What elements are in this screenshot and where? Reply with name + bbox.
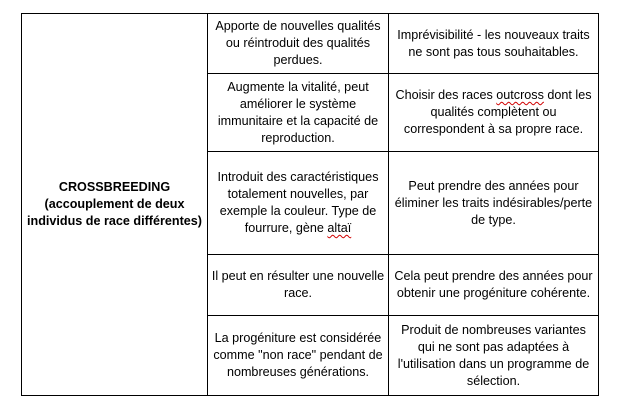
drawback-cell: Cela peut prendre des années pour obtenir une progéniture cohérente. bbox=[389, 255, 599, 316]
label-subtitle: (accouplement de deux individus de race différentes) bbox=[27, 197, 202, 228]
crossbreeding-table bbox=[21, 13, 599, 396]
label-title: CROSSBREEDING bbox=[58, 180, 171, 194]
spellcheck-flagged-word: outcross bbox=[496, 88, 544, 102]
advantage-cell bbox=[208, 152, 389, 255]
row-label-cell bbox=[22, 14, 208, 396]
drawback-cell: Peut prendre des années pour éliminer les traits indésirables/perte de type. bbox=[389, 152, 599, 255]
advantage-cell: Apporte de nouvelles qualités ou réintroduit des qualités perdues. bbox=[208, 14, 389, 74]
drawback-text: dont les qualités complètent ou correspondent à sa propre race. bbox=[403, 88, 592, 136]
drawback-cell bbox=[389, 74, 599, 152]
advantage-cell: Augmente la vitalité, peut améliorer le système immunitaire et la capacité de reproduction. bbox=[208, 74, 389, 152]
drawback-text: Choisir des races bbox=[395, 88, 497, 102]
drawback-cell: Produit de nombreuses variantes qui ne sont pas adaptées à l'utilisation dans un programme de sélection. bbox=[389, 316, 599, 396]
table-row bbox=[22, 14, 599, 74]
drawback-cell: Imprévisibilité - les nouveaux traits ne sont pas tous souhaitables. bbox=[389, 14, 599, 74]
advantage-cell: La progéniture est considérée comme "non race" pendant de nombreuses générations. bbox=[208, 316, 389, 396]
advantage-text: Introduit des caractéristiques totalement nouvelles, par exemple la couleur. Type de fourrure, gène bbox=[217, 170, 379, 235]
advantage-cell: Il peut en résulter une nouvelle race. bbox=[208, 255, 389, 316]
spellcheck-flagged-word: altaï bbox=[327, 221, 352, 235]
